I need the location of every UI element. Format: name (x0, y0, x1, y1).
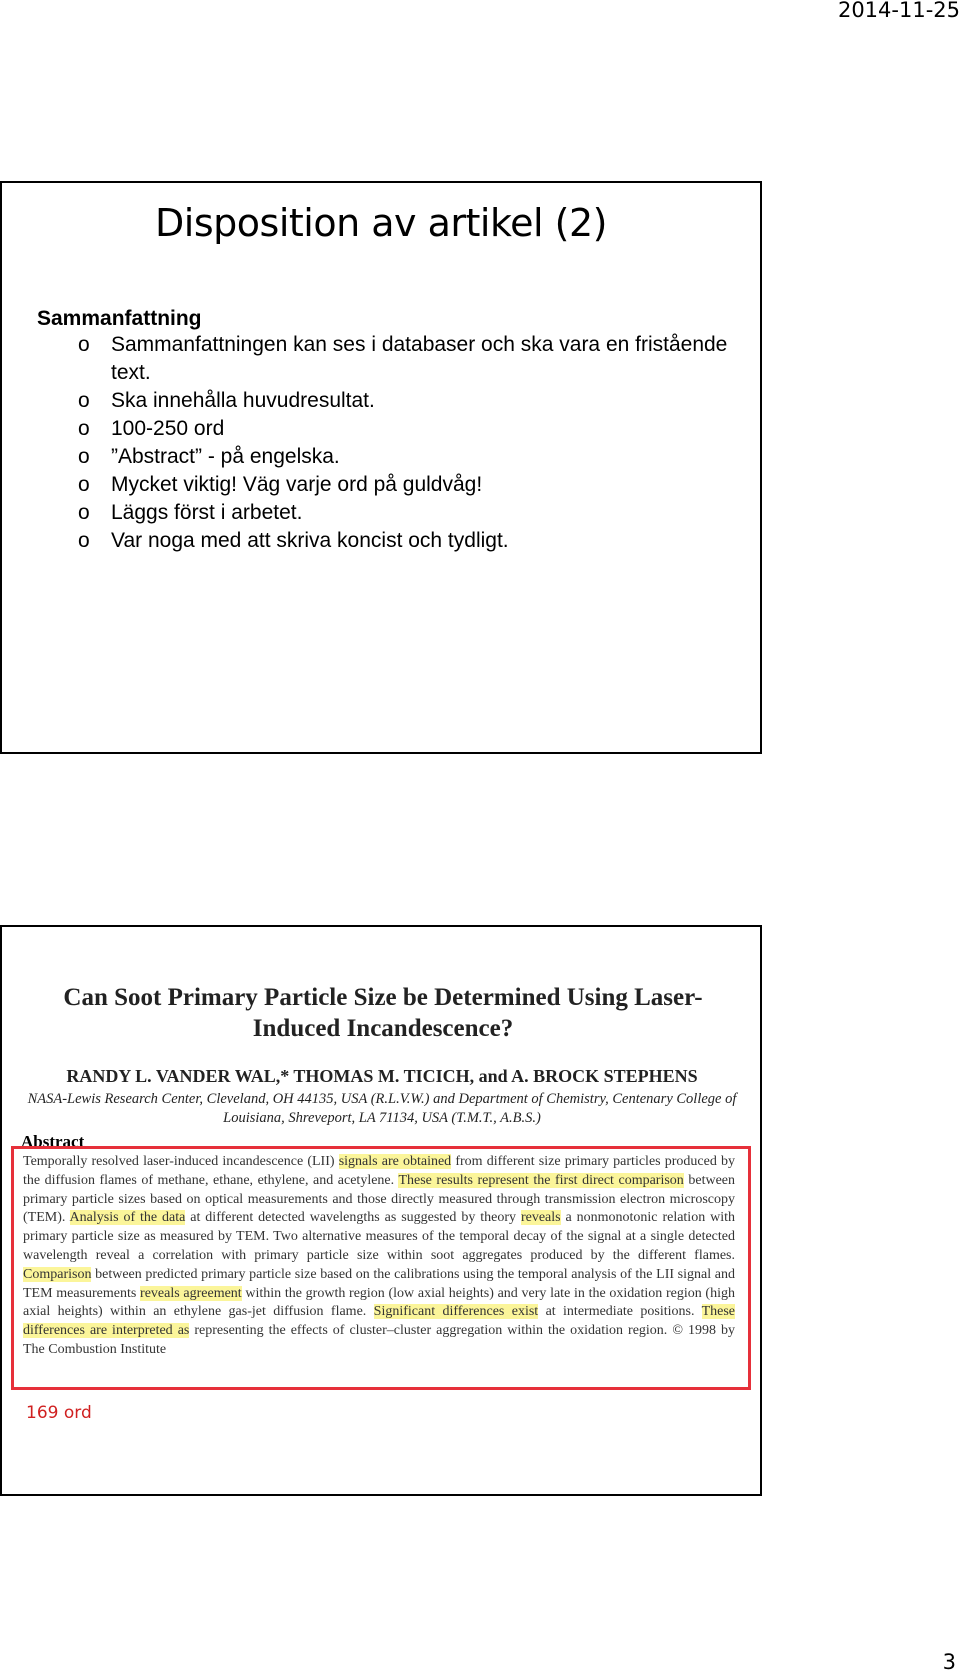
slide-disposition (0, 181, 762, 754)
list-item (78, 331, 748, 387)
bullet-marker: o (78, 333, 90, 356)
bullet-marker: o (78, 389, 90, 412)
paper-authors: RANDY L. VANDER WAL,* THOMAS M. TICICH, and A. BROCK STEPHENS (66, 1066, 698, 1086)
header-date: 2014-11-25 (837, 0, 960, 22)
abstract-label: Abstract (21, 1132, 85, 1151)
abstract-text (23, 1153, 735, 1360)
highlighted-phrase: These results represent the first direct comparison (398, 1172, 684, 1188)
abstract-segment: between primary particle sizes based on optical measurements and those directly measured through transmission electron microscopy (TEM). (23, 1172, 735, 1226)
abstract-segment: Temporally resolved laser-induced incandescence (LII) (23, 1154, 339, 1169)
bullet-marker: o (78, 417, 90, 440)
list-item (78, 443, 748, 471)
abstract-segment: a nonmonotonic relation with primary particle size as measured by TEM. Two alternative measures of the temporal decay of the signal at a single detected wavelength reveal a correlation with primary particle size within soot aggregates produced by the different flames. (23, 1210, 736, 1263)
paper-title: Can Soot Primary Particle Size be Determined Using Laser-Induced Incandescence? (63, 984, 703, 1042)
list-item-text: 100-250 ord (111, 417, 225, 440)
highlighted-phrase: These differences are interpreted as (23, 1304, 735, 1339)
list-item-text: ”Abstract” - på engelska. (111, 445, 340, 468)
abstract-segment: at intermediate positions. (538, 1304, 702, 1320)
abstract-segment: representing the effects of cluster–cluster aggregation within the oxidation region. © 1998 by The Combustion Institute (23, 1323, 735, 1357)
paper-affiliation: NASA-Lewis Research Center, Cleveland, OH 44135, USA (R.L.V.W.) and Department of Chemistry, Centenary College of Louisiana, Shreveport, LA 71134, USA (T.M.T., A.B.S.) (27, 1091, 737, 1126)
bullet-marker: o (78, 501, 90, 524)
list-item-text: Var noga med att skriva koncist och tydligt. (111, 529, 509, 552)
highlighted-phrase: reveals agreement (140, 1285, 242, 1301)
bullet-list (78, 331, 748, 555)
highlighted-phrase: reveals (520, 1210, 561, 1226)
list-item-text: Mycket viktig! Väg varje ord på guldvåg! (111, 473, 483, 496)
abstract-segment: from different size primary particles produced by the diffusion flames of methane, ethane, ethylene, and acetylene. (23, 1154, 735, 1188)
bullet-marker: o (78, 473, 90, 496)
list-item-text: Läggs först i arbetet. (111, 501, 303, 524)
bullet-marker: o (78, 445, 90, 468)
abstract-segment: at different detected wavelengths as suggested by theory (185, 1210, 521, 1226)
section-heading: Sammanfattning (37, 307, 202, 330)
list-item (78, 387, 748, 415)
highlighted-phrase: Analysis of the data (69, 1210, 186, 1226)
list-item (78, 499, 748, 527)
bullet-marker: o (78, 529, 90, 552)
slide-abstract-example (0, 925, 762, 1496)
highlighted-phrase: Significant differences exist (373, 1304, 539, 1320)
page-number: 3 (942, 1650, 956, 1674)
word-count-note: 169 ord (26, 1403, 92, 1423)
abstract-segment: between predicted primary particle size based on the calibrations using the temporal analysis of the LII signal and TEM measurements (23, 1266, 735, 1301)
list-item (78, 527, 748, 555)
slide-title: Disposition av artikel (2) (155, 201, 607, 245)
list-item-text: Ska innehålla huvudresultat. (111, 389, 375, 412)
list-item-text: Sammanfattningen kan ses i databaser och ska vara en fristående text. (111, 333, 728, 384)
list-item (78, 471, 748, 499)
highlighted-phrase: Comparison (23, 1266, 92, 1282)
highlighted-phrase: signals are obtained (338, 1154, 452, 1169)
list-item (78, 415, 748, 443)
abstract-segment: within the growth region (low axial heights) and very late in the oxidation region (high axial heights) within an ethylene gas-jet diffusion flame. (23, 1285, 735, 1320)
